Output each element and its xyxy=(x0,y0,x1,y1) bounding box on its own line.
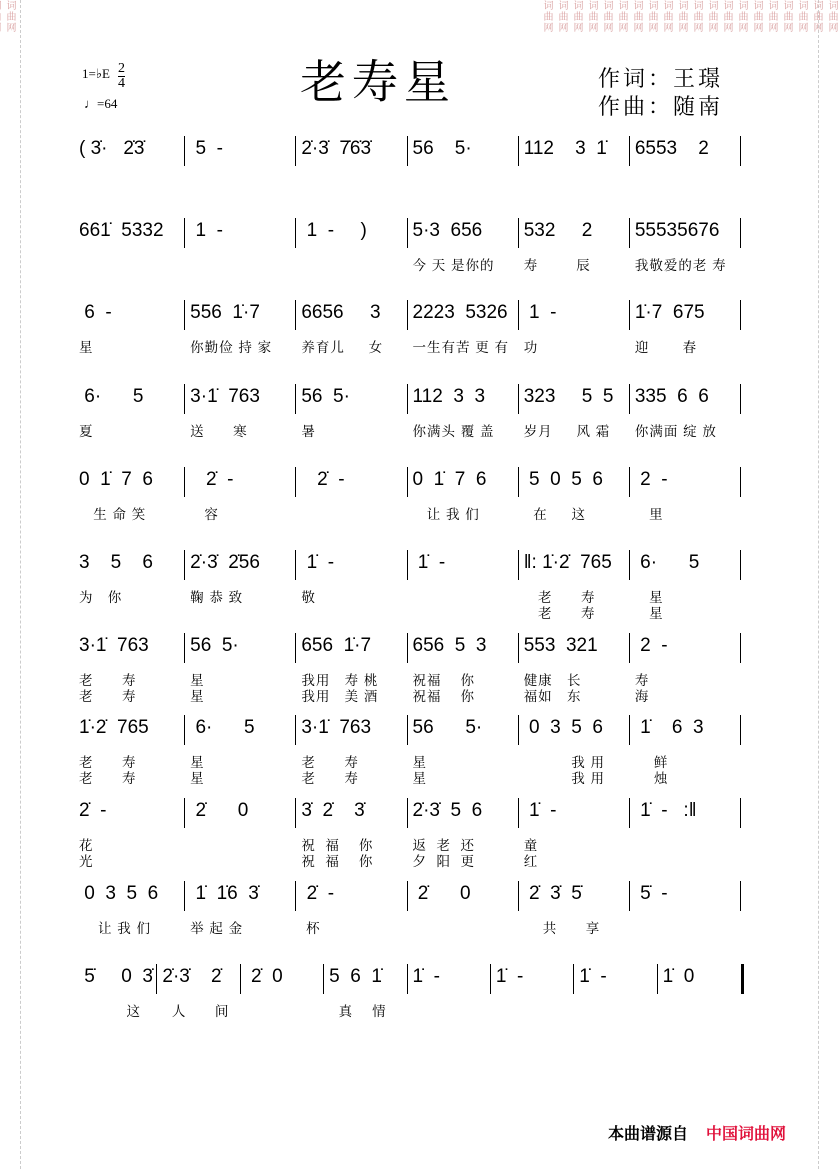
measure-notes: 0 3 5 6 xyxy=(79,883,159,904)
measure-notes: 1̇ - xyxy=(301,552,335,573)
lyric-verse-1: 今 天 是你的 xyxy=(412,258,495,273)
lyric-verse-1: 一生有苦 更 有 xyxy=(412,340,510,355)
lyricist-credit: 作词：王璟 xyxy=(598,66,724,91)
lyric-verse-2: 烛 xyxy=(634,771,669,786)
bar-line xyxy=(573,964,574,994)
measure-notes: 1 - xyxy=(523,302,557,323)
bar-line xyxy=(629,715,630,745)
bar-line xyxy=(323,964,324,994)
lyric-verse-1: 星 xyxy=(79,340,94,355)
bar-line xyxy=(740,467,741,497)
bar-line xyxy=(295,633,296,663)
lyric-verse-1: 寿 xyxy=(634,673,650,688)
measure-notes: 1̇·2̇ 765 xyxy=(79,717,149,738)
bar-line xyxy=(629,633,630,663)
bar-line xyxy=(407,467,408,497)
time-signature-top: 2 xyxy=(118,61,125,76)
measure-notes: 2̇ - xyxy=(190,469,234,490)
bar-line xyxy=(518,798,519,828)
measure-notes: 2 - xyxy=(634,635,668,656)
bar-line xyxy=(629,881,630,911)
lyric-verse-1: 人 间 xyxy=(162,1004,230,1019)
song-title: 老寿星 xyxy=(300,55,456,109)
lyric-verse-1: 我敬爱的老 寿 xyxy=(634,258,727,273)
bar-line xyxy=(629,136,630,166)
bar-line xyxy=(184,136,185,166)
lyric-verse-1: 暑 xyxy=(301,424,316,439)
bar-line xyxy=(295,881,296,911)
lyric-verse-1: 寿 辰 xyxy=(523,258,591,273)
bar-line xyxy=(629,384,630,414)
bar-line xyxy=(740,300,741,330)
measure-notes: 56 5· xyxy=(412,138,472,159)
bar-line xyxy=(657,964,658,994)
measure-notes: 6 - xyxy=(79,302,112,323)
bar-line xyxy=(740,550,741,580)
bar-line xyxy=(184,550,185,580)
bar-line xyxy=(184,384,185,414)
bar-line xyxy=(740,881,741,911)
lyric-verse-1: 让 我 们 xyxy=(412,507,480,522)
measure-notes: 2223 5326 xyxy=(412,302,508,323)
lyric-verse-1: 里 xyxy=(634,507,664,522)
measure-notes: 2 - xyxy=(634,469,668,490)
lyric-verse-1: 祝 福 你 xyxy=(301,838,374,853)
measure-notes: 2̇·3̇ 5 6 xyxy=(412,800,483,821)
measure-notes: 5 0 5 6 xyxy=(523,469,603,490)
measure-notes: 2̇ - xyxy=(301,469,345,490)
lyric-verse-2: 祝 福 你 xyxy=(301,854,374,869)
bar-line xyxy=(156,964,157,994)
bar-line xyxy=(407,218,408,248)
bar-line xyxy=(295,218,296,248)
measure-notes: 6· 5 xyxy=(190,717,255,738)
bar-line xyxy=(407,633,408,663)
bar-line xyxy=(740,633,741,663)
source-site-link[interactable]: 中国词曲网 xyxy=(706,1126,787,1143)
bar-line xyxy=(184,300,185,330)
lyric-verse-1: 举 起 金 xyxy=(190,921,244,936)
lyric-verse-1: 星 xyxy=(190,755,205,770)
bar-line xyxy=(184,467,185,497)
key-signature: 1=♭E xyxy=(82,66,110,81)
measure-notes: 5·3 656 xyxy=(412,220,483,241)
measure-notes: 0 1̇ 7 6 xyxy=(79,469,153,490)
measure-notes: ( 3̇· 2̇3̇ xyxy=(79,138,145,159)
bar-line xyxy=(518,300,519,330)
lyric-verse-2: 星 xyxy=(190,689,205,704)
measure-notes: ‖: 1̇·2̇ 765 xyxy=(523,552,612,573)
composer-credit: 作曲：随南 xyxy=(598,94,724,119)
measure-notes: 1̇ - xyxy=(412,552,446,573)
lyric-verse-1: 让 我 们 xyxy=(79,921,152,936)
measure-notes: 1̇ - xyxy=(579,966,607,987)
bar-line xyxy=(240,964,241,994)
bar-line xyxy=(184,633,185,663)
lyric-verse-1: 返 老 还 xyxy=(412,838,476,853)
bar-line xyxy=(629,798,630,828)
bar-line xyxy=(407,136,408,166)
measure-notes: 3 5 6 xyxy=(79,552,153,573)
measure-notes: 1̇ 1̇6 3̇ xyxy=(190,883,259,904)
bar-line xyxy=(490,964,491,994)
measure-notes: 2̇ 0 xyxy=(412,883,471,904)
measure-notes: 6553 2 xyxy=(634,138,709,159)
measure-notes: 1̇·7 675 xyxy=(634,302,705,323)
lyric-verse-1: 为 你 xyxy=(79,590,123,605)
measure-notes: 2̇·3̇ 7̇6̇3̇ xyxy=(301,138,372,159)
bar-line xyxy=(407,300,408,330)
lyric-verse-1: 岁月 风 霜 xyxy=(523,424,611,439)
measure-notes: 1̇ - :‖ xyxy=(634,800,697,821)
tempo-marking: ♩=64 xyxy=(84,96,118,111)
measure-notes: 3̇ 2̇ 3̇ xyxy=(301,800,365,821)
bar-line xyxy=(740,136,741,166)
lyric-verse-1: 功 xyxy=(523,340,539,355)
lyric-verse-1: 在 这 xyxy=(523,507,586,522)
lyric-verse-1: 容 xyxy=(190,507,219,522)
lyric-verse-1: 老 寿 xyxy=(79,673,137,688)
bar-line xyxy=(407,798,408,828)
lyric-verse-1: 花 xyxy=(79,838,94,853)
measure-notes: 1̇ - xyxy=(495,966,524,987)
lyric-verse-1: 这 xyxy=(79,1004,142,1019)
bar-line xyxy=(629,550,630,580)
measure-notes: 3·1̇ 763 xyxy=(301,717,372,738)
lyric-verse-1: 我用 寿 桃 xyxy=(301,673,379,688)
measure-notes: 5̇ - xyxy=(634,883,668,904)
measure-notes: 6656 3 xyxy=(301,302,381,323)
time-signature xyxy=(118,62,125,91)
lyric-verse-1: 老 寿 xyxy=(79,755,137,770)
bar-line xyxy=(740,218,741,248)
lyric-verse-2: 祝福 你 xyxy=(412,689,476,704)
lyric-verse-2: 光 xyxy=(79,854,94,869)
bar-line xyxy=(295,550,296,580)
lyric-verse-2: 星 xyxy=(412,771,428,786)
bar-line xyxy=(295,300,296,330)
bar-line xyxy=(295,715,296,745)
bar-line xyxy=(740,715,741,745)
measure-notes: 1̇ - xyxy=(412,966,440,987)
bar-line xyxy=(295,467,296,497)
measure-notes: 1̇ - xyxy=(523,800,557,821)
measure-notes: 56 5· xyxy=(412,717,483,738)
measure-notes: 556 1̇·7 xyxy=(190,302,260,323)
lyric-verse-1: 健康 长 xyxy=(523,673,582,688)
measure-notes: 5 - xyxy=(190,138,223,159)
measure-notes: 112 3 1̇ xyxy=(523,138,607,159)
lyric-verse-1: 老 寿 xyxy=(301,755,359,770)
lyric-verse-1: 共 享 xyxy=(523,921,601,936)
lyric-verse-2: 星 xyxy=(190,771,205,786)
bar-line xyxy=(407,715,408,745)
lyric-verse-1: 你勤俭 持 家 xyxy=(190,340,273,355)
measure-notes: 656 5 3 xyxy=(412,635,487,656)
source-label: 本曲谱源自 xyxy=(608,1126,689,1143)
page-edge-right xyxy=(818,0,819,1169)
bar-line xyxy=(518,881,519,911)
measure-notes: 656 1̇·7 xyxy=(301,635,372,656)
measure-notes: 335 6 6 xyxy=(634,386,709,407)
lyric-verse-1: 送 寒 xyxy=(190,424,248,439)
lyric-verse-1: 鲜 xyxy=(634,755,669,770)
lyric-verse-1: 星 xyxy=(634,590,664,605)
lyric-verse-1: 夏 xyxy=(79,424,94,439)
lyric-verse-1: 我 用 xyxy=(523,755,605,770)
lyric-verse-1: 真 情 xyxy=(329,1004,387,1019)
measure-notes: 0 1̇ 7 6 xyxy=(412,469,487,490)
lyric-verse-2: 海 xyxy=(634,689,650,704)
lyric-verse-2: 我用 美 酒 xyxy=(301,689,379,704)
lyric-verse-2: 我 用 xyxy=(523,771,605,786)
bar-line xyxy=(518,467,519,497)
measure-notes: 55535676 xyxy=(634,220,720,241)
bar-line xyxy=(629,218,630,248)
bar-line xyxy=(740,798,741,828)
bar-line xyxy=(518,715,519,745)
measure-notes: 2̇·3̇ 2̇56 xyxy=(190,552,260,573)
bar-line xyxy=(407,550,408,580)
measure-notes: 2̇ 0 xyxy=(245,966,283,987)
lyric-verse-1: 你满面 绽 放 xyxy=(634,424,717,439)
watermark-left: 词曲网 xyxy=(4,0,15,33)
bar-line xyxy=(518,550,519,580)
measure-notes: 5 6 1̇ xyxy=(329,966,382,987)
measure-notes: 661̇ 5332 xyxy=(79,220,164,241)
measure-notes: 6· 5 xyxy=(79,386,144,407)
lyric-verse-1: 杯 xyxy=(301,921,321,936)
measure-notes: 2̇ 3̇ 5̇ xyxy=(523,883,582,904)
bar-line xyxy=(295,136,296,166)
measure-notes: 3·1̇ 763 xyxy=(79,635,149,656)
bar-line xyxy=(740,384,741,414)
bar-line xyxy=(184,218,185,248)
lyric-verse-2: 老 寿 xyxy=(523,606,596,621)
lyric-verse-2: 夕 阳 更 xyxy=(412,854,476,869)
lyric-verse-1: 老 寿 xyxy=(523,590,596,605)
measure-notes: 553 321 xyxy=(523,635,598,656)
measure-notes: 6· 5 xyxy=(634,552,700,573)
source-footer xyxy=(608,1121,786,1144)
bar-line xyxy=(518,218,519,248)
measure-notes: 5̇ 0 3̇ xyxy=(79,966,153,987)
measure-notes: 56 5· xyxy=(301,386,350,407)
lyric-verse-1: 星 xyxy=(412,755,428,770)
bar-line xyxy=(407,384,408,414)
lyric-verse-2: 福如 东 xyxy=(523,689,582,704)
measure-notes: 2̇ - xyxy=(79,800,107,821)
bar-line xyxy=(629,467,630,497)
measure-notes: 2̇ 0 xyxy=(190,800,249,821)
lyric-verse-2: 老 寿 xyxy=(301,771,359,786)
measure-notes: 112 3 3 xyxy=(412,386,486,407)
page-edge-left xyxy=(20,0,21,1169)
lyric-verse-1: 祝福 你 xyxy=(412,673,476,688)
bar-line xyxy=(518,136,519,166)
lyric-verse-1: 敬 xyxy=(301,590,316,605)
bar-line xyxy=(184,881,185,911)
measure-notes: 3·1̇ 763 xyxy=(190,386,260,407)
measure-notes: 323 5 5 xyxy=(523,386,614,407)
bar-line xyxy=(184,715,185,745)
lyric-verse-1: 生 命 笑 xyxy=(79,507,147,522)
lyric-verse-1: 养育儿 女 xyxy=(301,340,384,355)
lyric-verse-1: 迎 春 xyxy=(634,340,698,355)
bar-line xyxy=(518,633,519,663)
lyric-verse-1: 星 xyxy=(190,673,205,688)
lyric-verse-2: 星 xyxy=(634,606,664,621)
bar-line xyxy=(295,798,296,828)
measure-notes: 56 5· xyxy=(190,635,239,656)
measure-notes: 2̇ - xyxy=(301,883,335,904)
bar-line xyxy=(407,964,408,994)
measure-notes: 1 - ) xyxy=(301,220,367,241)
lyric-verse-1: 童 xyxy=(523,838,539,853)
bar-line xyxy=(518,384,519,414)
lyric-verse-2: 老 寿 xyxy=(79,689,137,704)
bar-line xyxy=(741,964,744,994)
measure-notes: 2̇·3̇ 2̇ xyxy=(162,966,222,987)
lyric-verse-2: 老 寿 xyxy=(79,771,137,786)
time-signature-bottom: 4 xyxy=(118,76,125,91)
bar-line xyxy=(295,384,296,414)
lyric-verse-2: 红 xyxy=(523,854,539,869)
lyric-verse-1: 鞠 恭 致 xyxy=(190,590,244,605)
bar-line xyxy=(407,881,408,911)
measure-notes: 1̇ 0 xyxy=(662,966,695,987)
bar-line xyxy=(629,300,630,330)
measure-notes: 1 - xyxy=(190,220,223,241)
measure-notes: 532 2 xyxy=(523,220,593,241)
lyric-verse-1: 你满头 覆 盖 xyxy=(412,424,495,439)
measure-notes: 0 3 5 6 xyxy=(523,717,603,738)
watermark-right: 词曲网 词曲网 词曲网 词曲网 词曲网 词曲网 词曲网 词曲网 词曲网 词曲网 词曲网 词曲网 词曲网 词曲网 词曲网 词曲网 词曲网 词曲网 词曲网 词曲网 xyxy=(541,0,837,33)
bar-line xyxy=(184,798,185,828)
measure-notes: 1̇ 6 3 xyxy=(634,717,704,738)
